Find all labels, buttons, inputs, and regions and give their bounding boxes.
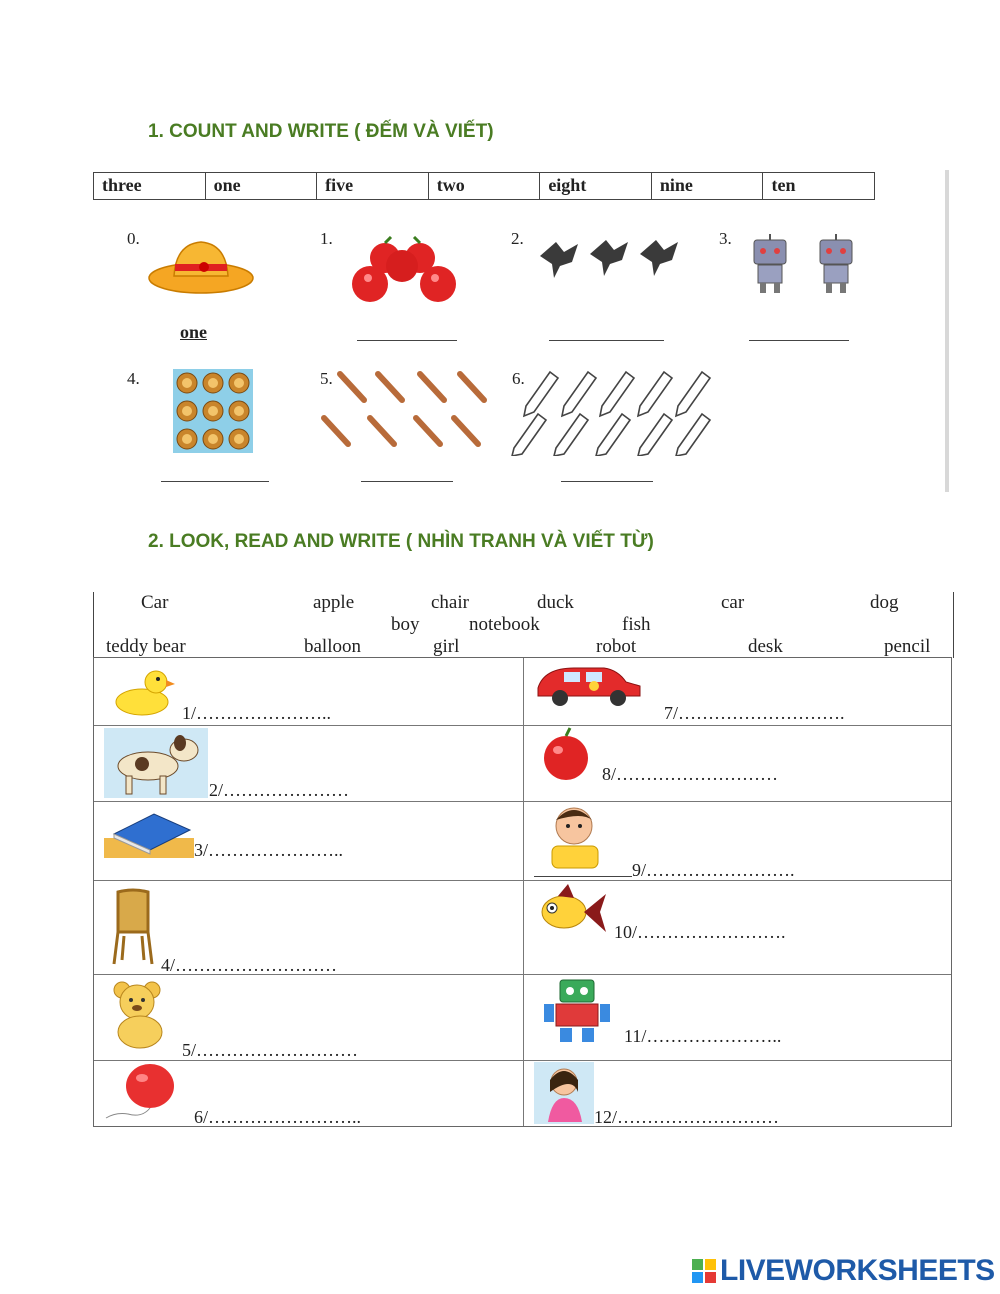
- answer-line[interactable]: 4/………………………: [161, 955, 338, 975]
- scrollbar-track: [945, 170, 949, 492]
- item-number: 3.: [719, 229, 732, 248]
- notebook-icon: [104, 808, 194, 858]
- robots-icon: [750, 232, 862, 296]
- birds-icon: [538, 234, 688, 284]
- bank-word: notebook: [469, 614, 540, 635]
- lions-icon: [173, 369, 253, 453]
- answer-line[interactable]: 8/………………………: [602, 764, 779, 784]
- apples-icon: [350, 236, 460, 308]
- word-bank-cell: five: [317, 173, 429, 199]
- word-bank-cell: two: [429, 173, 541, 199]
- item-number: 5.: [320, 369, 333, 388]
- word-bank-cell: ten: [771, 175, 796, 195]
- word-bank-cell: eight: [540, 173, 652, 199]
- answer-blank[interactable]: [749, 340, 849, 341]
- answer-blank[interactable]: [549, 340, 664, 341]
- answer-line[interactable]: 9/…………………….: [632, 860, 795, 880]
- boy-icon: [542, 802, 622, 876]
- item-number: 4.: [127, 369, 140, 388]
- bank-word: duck: [537, 592, 574, 613]
- chair-icon: [108, 888, 158, 968]
- word-bank-cell: one: [206, 173, 318, 199]
- answer-blank[interactable]: [561, 481, 653, 482]
- bank-word: balloon: [304, 636, 361, 657]
- pencils-icon: [506, 366, 716, 456]
- word-bank-2: [93, 592, 954, 658]
- dog-icon: [104, 728, 208, 798]
- bank-word: apple: [313, 592, 355, 613]
- bank-word: chair: [431, 592, 469, 613]
- answer-line[interactable]: 2/…………………: [209, 780, 350, 800]
- line: [534, 876, 632, 877]
- bank-word: desk: [748, 636, 783, 657]
- bank-word: dog: [870, 592, 899, 613]
- answer-blank[interactable]: [161, 481, 269, 482]
- teddy-bear-icon: [108, 980, 178, 1050]
- bank-word: boy: [391, 614, 420, 635]
- answer-line[interactable]: 12/………………………: [594, 1107, 780, 1127]
- baseball-bats-icon: [318, 366, 498, 456]
- apple-icon: [538, 726, 596, 782]
- answer-line[interactable]: 1/…………………..: [182, 703, 332, 723]
- fish-icon: [538, 882, 610, 940]
- bank-word: fish: [622, 614, 651, 635]
- logo-text: LIVEWORKSHEETS: [720, 1254, 995, 1287]
- item-number: 0.: [127, 229, 140, 248]
- word-bank-cell: nine: [652, 173, 764, 199]
- item-number: 6.: [512, 369, 525, 388]
- answer-line[interactable]: 3/…………………..: [194, 840, 344, 860]
- item-number: 2.: [511, 229, 524, 248]
- bank-word: girl: [433, 636, 460, 657]
- answer-line[interactable]: 7/……………………….: [664, 703, 845, 723]
- balloon-icon: [102, 1062, 182, 1124]
- answer-blank[interactable]: [357, 340, 457, 341]
- bank-word: car: [721, 592, 745, 613]
- girl-icon: [534, 1062, 594, 1124]
- word-bank-cell: three: [94, 173, 206, 199]
- word-bank-1: [93, 172, 875, 200]
- item-number: 1.: [320, 229, 333, 248]
- car-icon: [534, 662, 644, 708]
- liveworksheets-logo: [692, 1254, 995, 1288]
- answer-blank[interactable]: [361, 481, 453, 482]
- section-2-title: 2. LOOK, READ AND WRITE ( NHÌN TRANH VÀ VIẾT TỪ): [148, 531, 654, 552]
- duck-icon: [112, 666, 176, 716]
- bank-word: pencil: [884, 636, 931, 657]
- bank-word: robot: [596, 636, 637, 657]
- robot-icon: [542, 976, 612, 1044]
- bank-word: teddy bear: [106, 636, 186, 657]
- answer-line[interactable]: 11/…………………..: [624, 1026, 782, 1046]
- logo-mark: [692, 1259, 716, 1283]
- answer-line[interactable]: 5/………………………: [182, 1040, 359, 1060]
- bank-word: Car: [141, 592, 169, 613]
- answer-line[interactable]: 10/…………………….: [614, 922, 786, 942]
- answer-text: one: [180, 322, 207, 342]
- hat-icon: [146, 236, 256, 296]
- picture-grid: [93, 657, 952, 1127]
- section-1-title: 1. COUNT AND WRITE ( ĐẾM VÀ VIẾT): [148, 121, 494, 142]
- answer-line[interactable]: 6/……………………..: [194, 1107, 362, 1127]
